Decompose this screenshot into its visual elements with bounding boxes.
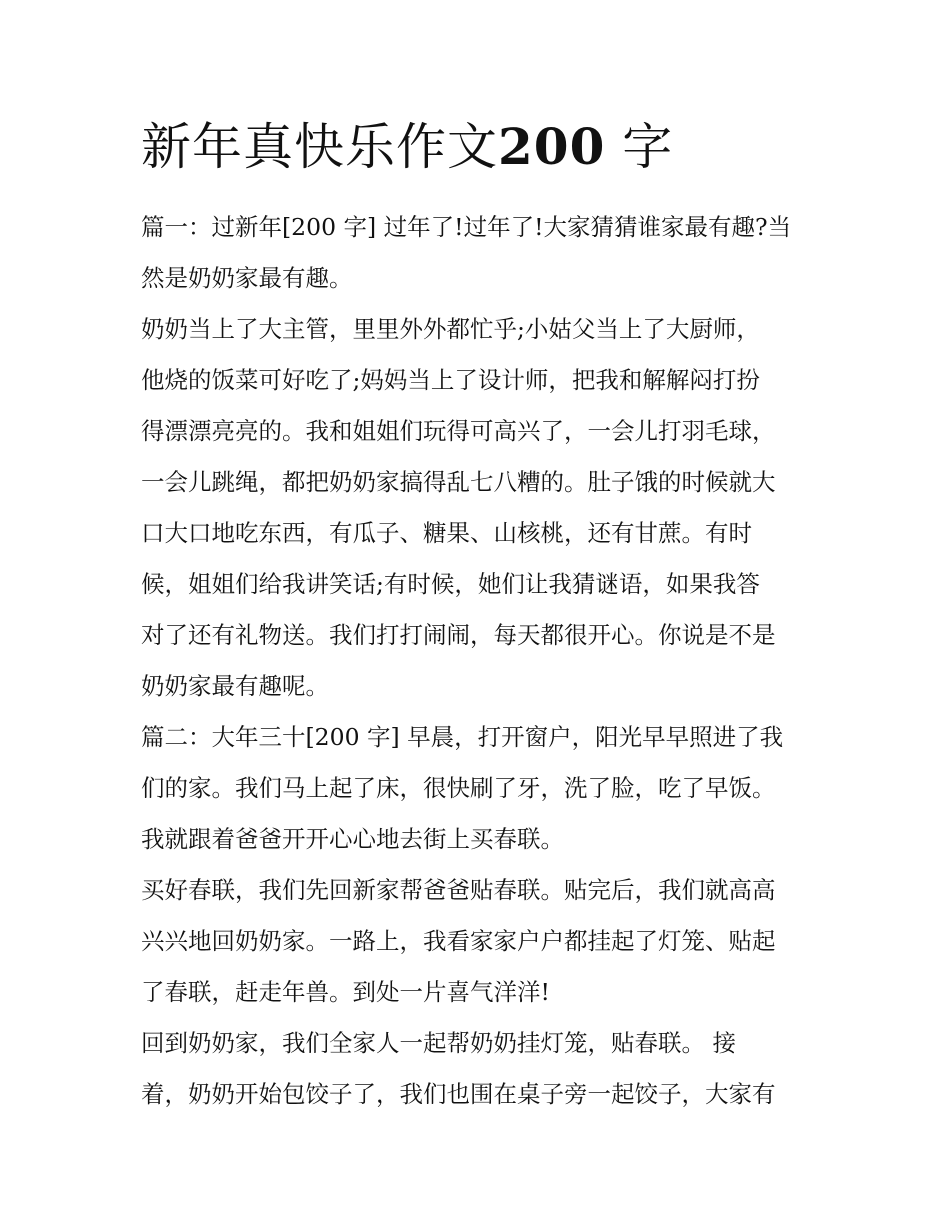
text-line: 了春联，赶走年兽。到处一片喜气洋洋! — [141, 978, 550, 1006]
document-body — [141, 202, 821, 1120]
title-suffix: 字 — [605, 118, 674, 176]
text-line: 兴兴地回奶奶家。一路上，我看家家户户都挂起了灯笼、贴起 — [141, 927, 776, 955]
text-line: 对了还有礼物送。我们打打闹闹，每天都很开心。你说是不是 — [141, 621, 776, 649]
paragraph — [141, 202, 821, 304]
document-page — [141, 112, 821, 1120]
text-line: 们的家。我们马上起了床，很快刷了牙，洗了脸，吃了早饭。 — [141, 774, 776, 802]
text-line: 着，奶奶开始包饺子了，我们也围在桌子旁一起饺子，大家有 — [141, 1080, 776, 1108]
text-line: 回到奶奶家，我们全家人一起帮奶奶挂灯笼，贴春联。 接 — [141, 1029, 736, 1057]
text-line: 口大口地吃东西，有瓜子、糖果、山核桃，还有甘蔗。有时 — [141, 519, 752, 547]
paragraph — [141, 1018, 821, 1120]
text-line: 买好春联，我们先回新家帮爸爸贴春联。贴完后，我们就高高 — [141, 876, 776, 904]
text-line: 奶奶家最有趣呢。 — [141, 672, 329, 700]
text-line: 得漂漂亮亮的。我和姐姐们玩得可高兴了，一会儿打羽毛球， — [141, 417, 776, 445]
text-line: 然是奶奶家最有趣。 — [141, 264, 353, 292]
paragraph — [141, 712, 821, 865]
text-line: 他烧的饭菜可好吃了;妈妈当上了设计师，把我和解解闷打扮 — [141, 366, 760, 394]
text-line: 一会儿跳绳，都把奶奶家搞得乱七八糟的。肚子饿的时候就大 — [141, 468, 776, 496]
paragraph — [141, 304, 821, 712]
text-line: 候，姐姐们给我讲笑话;有时候，她们让我猜谜语，如果我答 — [141, 570, 760, 598]
text-line: 篇二：大年三十[200 字] 早晨，打开窗户，阳光早早照进了我 — [141, 723, 784, 751]
text-line: 篇一：过新年[200 字] 过年了!过年了!大家猜猜谁家最有趣?当 — [141, 213, 792, 241]
title-text: 新年真快乐作文 — [141, 118, 498, 176]
document-title — [141, 112, 821, 182]
text-line: 奶奶当上了大主管，里里外外都忙乎;小姑父当上了大厨师， — [141, 315, 760, 343]
paragraph — [141, 865, 821, 1018]
text-line: 我就跟着爸爸开开心心地去街上买春联。 — [141, 825, 564, 853]
title-number: 200 — [498, 117, 606, 176]
